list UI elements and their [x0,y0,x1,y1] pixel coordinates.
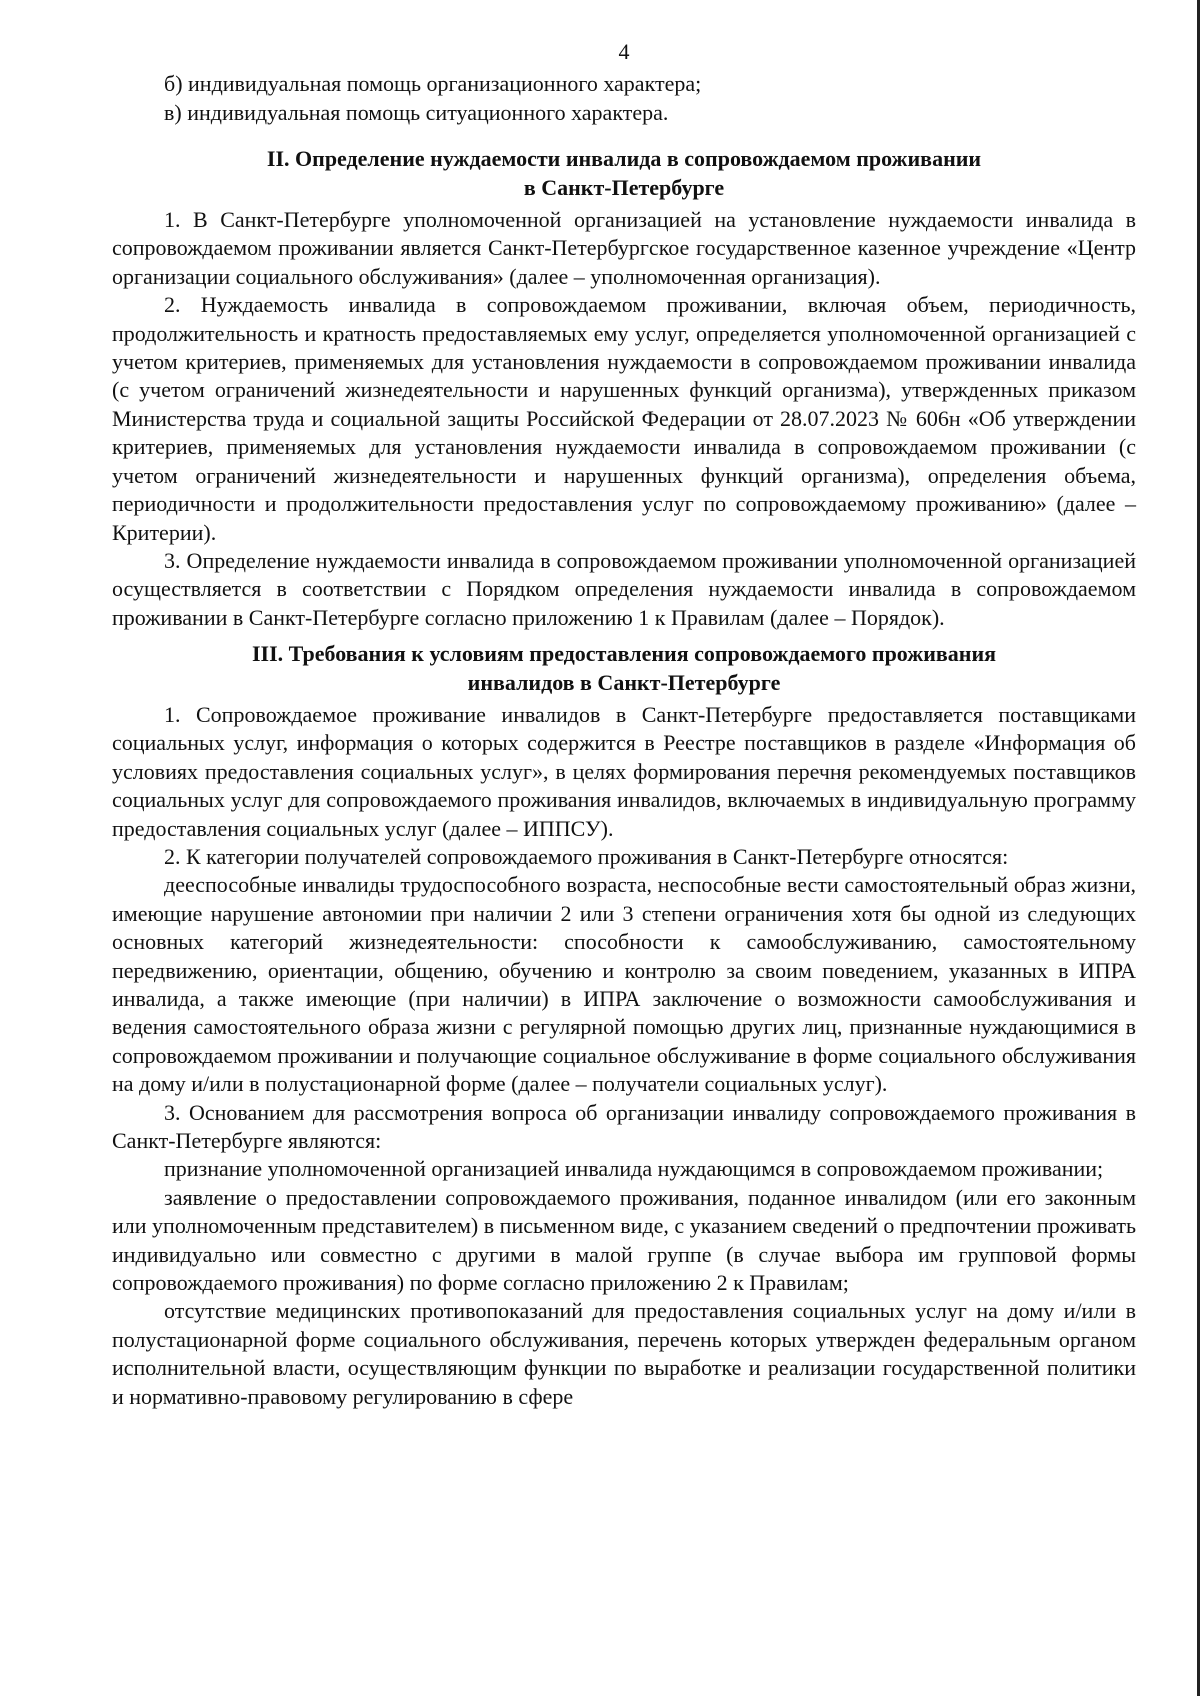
document-page [112,38,1136,1411]
section-3-heading [112,640,1136,697]
section-3-paragraph: признание уполномоченной организацией инвалида нуждающимся в сопровождаемом проживании; [164,1156,1104,1182]
section-3-paragraph: 2. К категории получателей сопровождаемого проживания в Санкт-Петербурге относятся: [164,843,1009,869]
section-2-paragraph: 2. Нуждаемость инвалида в сопровождаемом проживании, включая объем, периодичность, продолжительность и кратность предоставляемых ему услуг, определяется уполномоченной организацией с учетом критериев, применяемых для установления нуждаемости в сопровождаемом проживании инвалида (с учетом ограничений жизнедеятельности и нарушенных функций организма), утвержденных приказом Министерства труда и социальной защиты Российской Федерации от 28.07.2023 № 606н «Об утверждении критериев, применяемых для установления нуждаемости инвалида в сопровождаемом проживании (с учетом ограничений жизнедеятельности и нарушенных функций организма), определения объема, периодичности и продолжительности предоставления услуг по сопровождаемому проживанию» (далее – Критерии). [112,292,1136,545]
section-3-paragraph: 3. Основанием для рассмотрения вопроса об организации инвалиду сопровождаемого проживания в Санкт-Петербурге являются: [112,1099,1136,1154]
section-3-title-line2: инвалидов в Санкт-Петербурге [467,669,781,695]
section-2-title-line1: II. Определение нуждаемости инвалида в сопровождаемом проживании [266,146,982,172]
section-3-paragraph: дееспособные инвалиды трудоспособного возраста, неспособные вести самостоятельный образ жизни, имеющие нарушение автономии при наличии 2 или 3 степени ограничения хотя бы одной из следующих основных категорий жизнедеятельности: способности к самообслуживанию, самостоятельному передвижению, ориентации, общению, обучению и контролю за своим поведением, указанных в ИПРА инвалида, а также имеющие (при наличии) в ИПРА заключение о возможности самообслуживания и ведения самостоятельного образа жизни с регулярной помощью других лиц, признанные нуждающимися в сопровождаемом проживании и получающие социальное обслуживание в форме социального обслуживания на дому и/или в полустационарной форме (далее – получатели социальных услуг). [112,872,1136,1097]
section-3-paragraph: 1. Сопровождаемое проживание инвалидов в Санкт-Петербурге предоставляется поставщиками социальных услуг, информация о которых содержится в Реестре поставщиков в разделе «Информация об условиях предоставления социальных услуг», в целях формирования перечня рекомендуемых поставщиков социальных услуг для сопровождаемого проживания инвалидов, включаемых в индивидуальную программу предоставления социальных услуг (далее – ИППСУ). [112,701,1136,841]
section-3-paragraph: заявление о предоставлении сопровождаемого проживания, поданное инвалидом (или его законным или уполномоченным представителем) в письменном виде, с указанием сведений о предпочтении проживать индивидуально или совместно с другими в малой группе (в случае выбора им групповой формы сопровождаемого проживания) по форме согласно приложению 2 к Правилам; [112,1184,1136,1296]
section-3-title-line1: III. Требования к условиям предоставления сопровождаемого проживания [251,641,997,667]
section-2-heading [112,145,1136,202]
section-2-paragraph: 3. Определение нуждаемости инвалида в сопровождаемом проживании уполномоченной организацией осуществляется в соответствии с Порядком определения нуждаемости инвалида в сопровождаемом проживании в Санкт-Петербурге согласно приложению 1 к Правилам (далее – Порядок). [112,547,1136,630]
intro-item-b: б) индивидуальная помощь организационного характера; [164,71,702,97]
page-number: 4 [618,39,630,64]
intro-item-c: в) индивидуальная помощь ситуационного характера. [164,99,669,125]
section-2-paragraph: 1. В Санкт-Петербурге уполномоченной организацией на установление нуждаемости инвалида в сопровождаемом проживании является Санкт-Петербургское государственное казенное учреждение «Центр организации социального обслуживания» (далее – уполномоченная организация). [112,207,1136,289]
section-2-title-line2: в Санкт-Петербурге [523,174,725,200]
section-3-paragraph: отсутствие медицинских противопоказаний для предоставления социальных услуг на дому и/или в полустационарной форме социального обслуживания, перечень которых утвержден федеральным органом исполнительной власти, осуществляющим функции по выработке и реализации государственной политики и нормативно-правовому регулированию в сфере [112,1298,1136,1409]
